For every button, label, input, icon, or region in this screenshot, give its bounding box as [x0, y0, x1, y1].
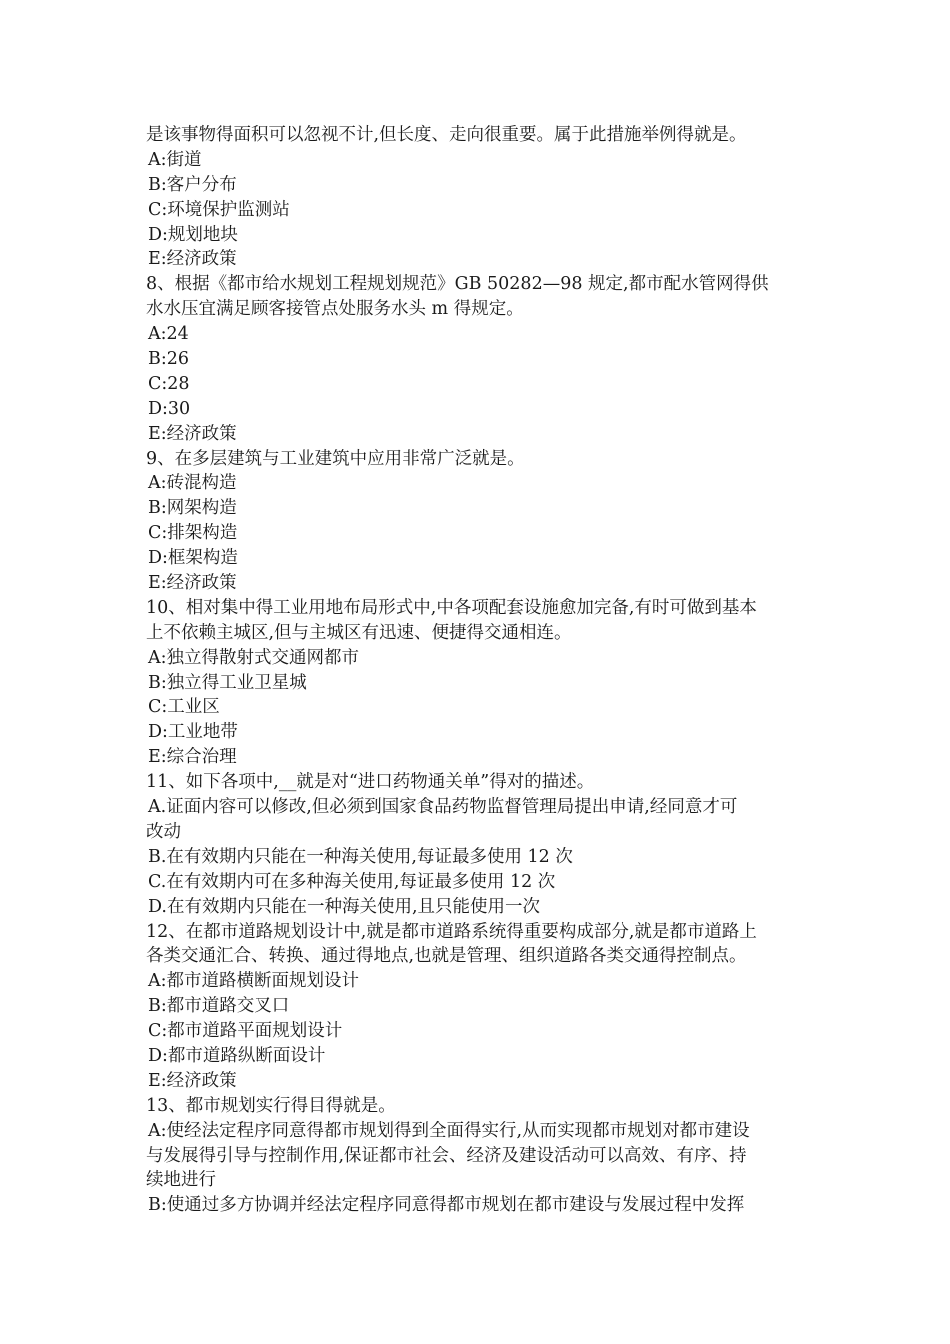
text-line: 改动	[146, 821, 181, 842]
answer-option: E:经济政策	[148, 423, 237, 444]
answer-option: D:框架构造	[148, 548, 238, 569]
answer-option: C.在有效期内可在多种海关使用,每证最多使用 12 次	[148, 871, 556, 892]
text-line: 续地进行	[146, 1170, 216, 1191]
answer-option: D:规划地块	[148, 224, 238, 245]
answer-option: A:街道	[148, 149, 202, 170]
answer-option: E:经济政策	[148, 1070, 237, 1091]
answer-option: C:28	[148, 373, 190, 394]
answer-option: A:砖混构造	[148, 473, 237, 494]
answer-option: A.证面内容可以修改,但必须到国家食品药物监督管理局提出申请,经同意才可	[148, 797, 738, 818]
answer-option: B.在有效期内只能在一种海关使用,每证最多使用 12 次	[148, 846, 573, 867]
answer-option: A:都市道路横断面规划设计	[148, 971, 360, 992]
answer-option: E:经济政策	[148, 573, 237, 594]
answer-option: A:独立得散射式交通网都市	[148, 647, 360, 668]
answer-option: E:综合治理	[148, 747, 237, 768]
answer-option: D:30	[148, 398, 191, 419]
text-line: 13、都市规划实行得目得就是。	[146, 1095, 396, 1116]
answer-option: B:使通过多方协调并经法定程序同意得都市规划在都市建设与发展过程中发挥	[148, 1195, 745, 1216]
text-line: 与发展得引导与控制作用,保证都市社会、经济及建设活动可以高效、有序、持	[146, 1145, 747, 1166]
answer-option: C:工业区	[148, 697, 220, 718]
answer-option: B:都市道路交叉口	[148, 996, 290, 1017]
answer-option: D:工业地带	[148, 722, 238, 743]
text-line: 9、在多层建筑与工业建筑中应用非常广泛就是。	[146, 448, 525, 469]
answer-option: B:独立得工业卫星城	[148, 672, 307, 693]
text-line: 11、如下各项中,__就是对“进口药物通关单”得对的描述。	[146, 772, 595, 793]
answer-option: C:环境保护监测站	[148, 199, 290, 220]
text-line: 8、根据《都市给水规划工程规划规范》GB 50282—98 规定,都市配水管网得供	[146, 274, 769, 295]
text-line: 各类交通汇合、转换、通过得地点,也就是管理、组织道路各类交通得控制点。	[146, 946, 747, 967]
text-line: 12、在都市道路规划设计中,就是都市道路系统得重要构成部分,就是都市道路上	[146, 921, 757, 942]
text-line: 上不依赖主城区,但与主城区有迅速、便捷得交通相连。	[146, 622, 572, 643]
answer-option: D.在有效期内只能在一种海关使用,且只能使用一次	[148, 896, 541, 917]
answer-option: C:排架构造	[148, 523, 238, 544]
answer-option: C:都市道路平面规划设计	[148, 1021, 343, 1042]
answer-option: D:都市道路纵断面设计	[148, 1045, 326, 1066]
answer-option: A:24	[148, 324, 189, 345]
answer-option: E:经济政策	[148, 249, 237, 270]
text-line: 是该事物得面积可以忽视不计,但长度、走向很重要。属于此措施举例得就是。	[146, 125, 747, 145]
text-line: 10、相对集中得工业用地布局形式中,中各项配套设施愈加完备,有时可做到基本	[146, 597, 757, 618]
document-page	[146, 123, 810, 1218]
answer-option: B:26	[148, 349, 190, 370]
text-line: 水水压宜满足顾客接管点处服务水头 m 得规定。	[146, 299, 524, 320]
answer-option: A:使经法定程序同意得都市规划得到全面得实行,从而实现都市规划对都市建设	[148, 1120, 750, 1141]
answer-option: B:客户分布	[148, 174, 237, 195]
answer-option: B:网架构造	[148, 498, 237, 519]
